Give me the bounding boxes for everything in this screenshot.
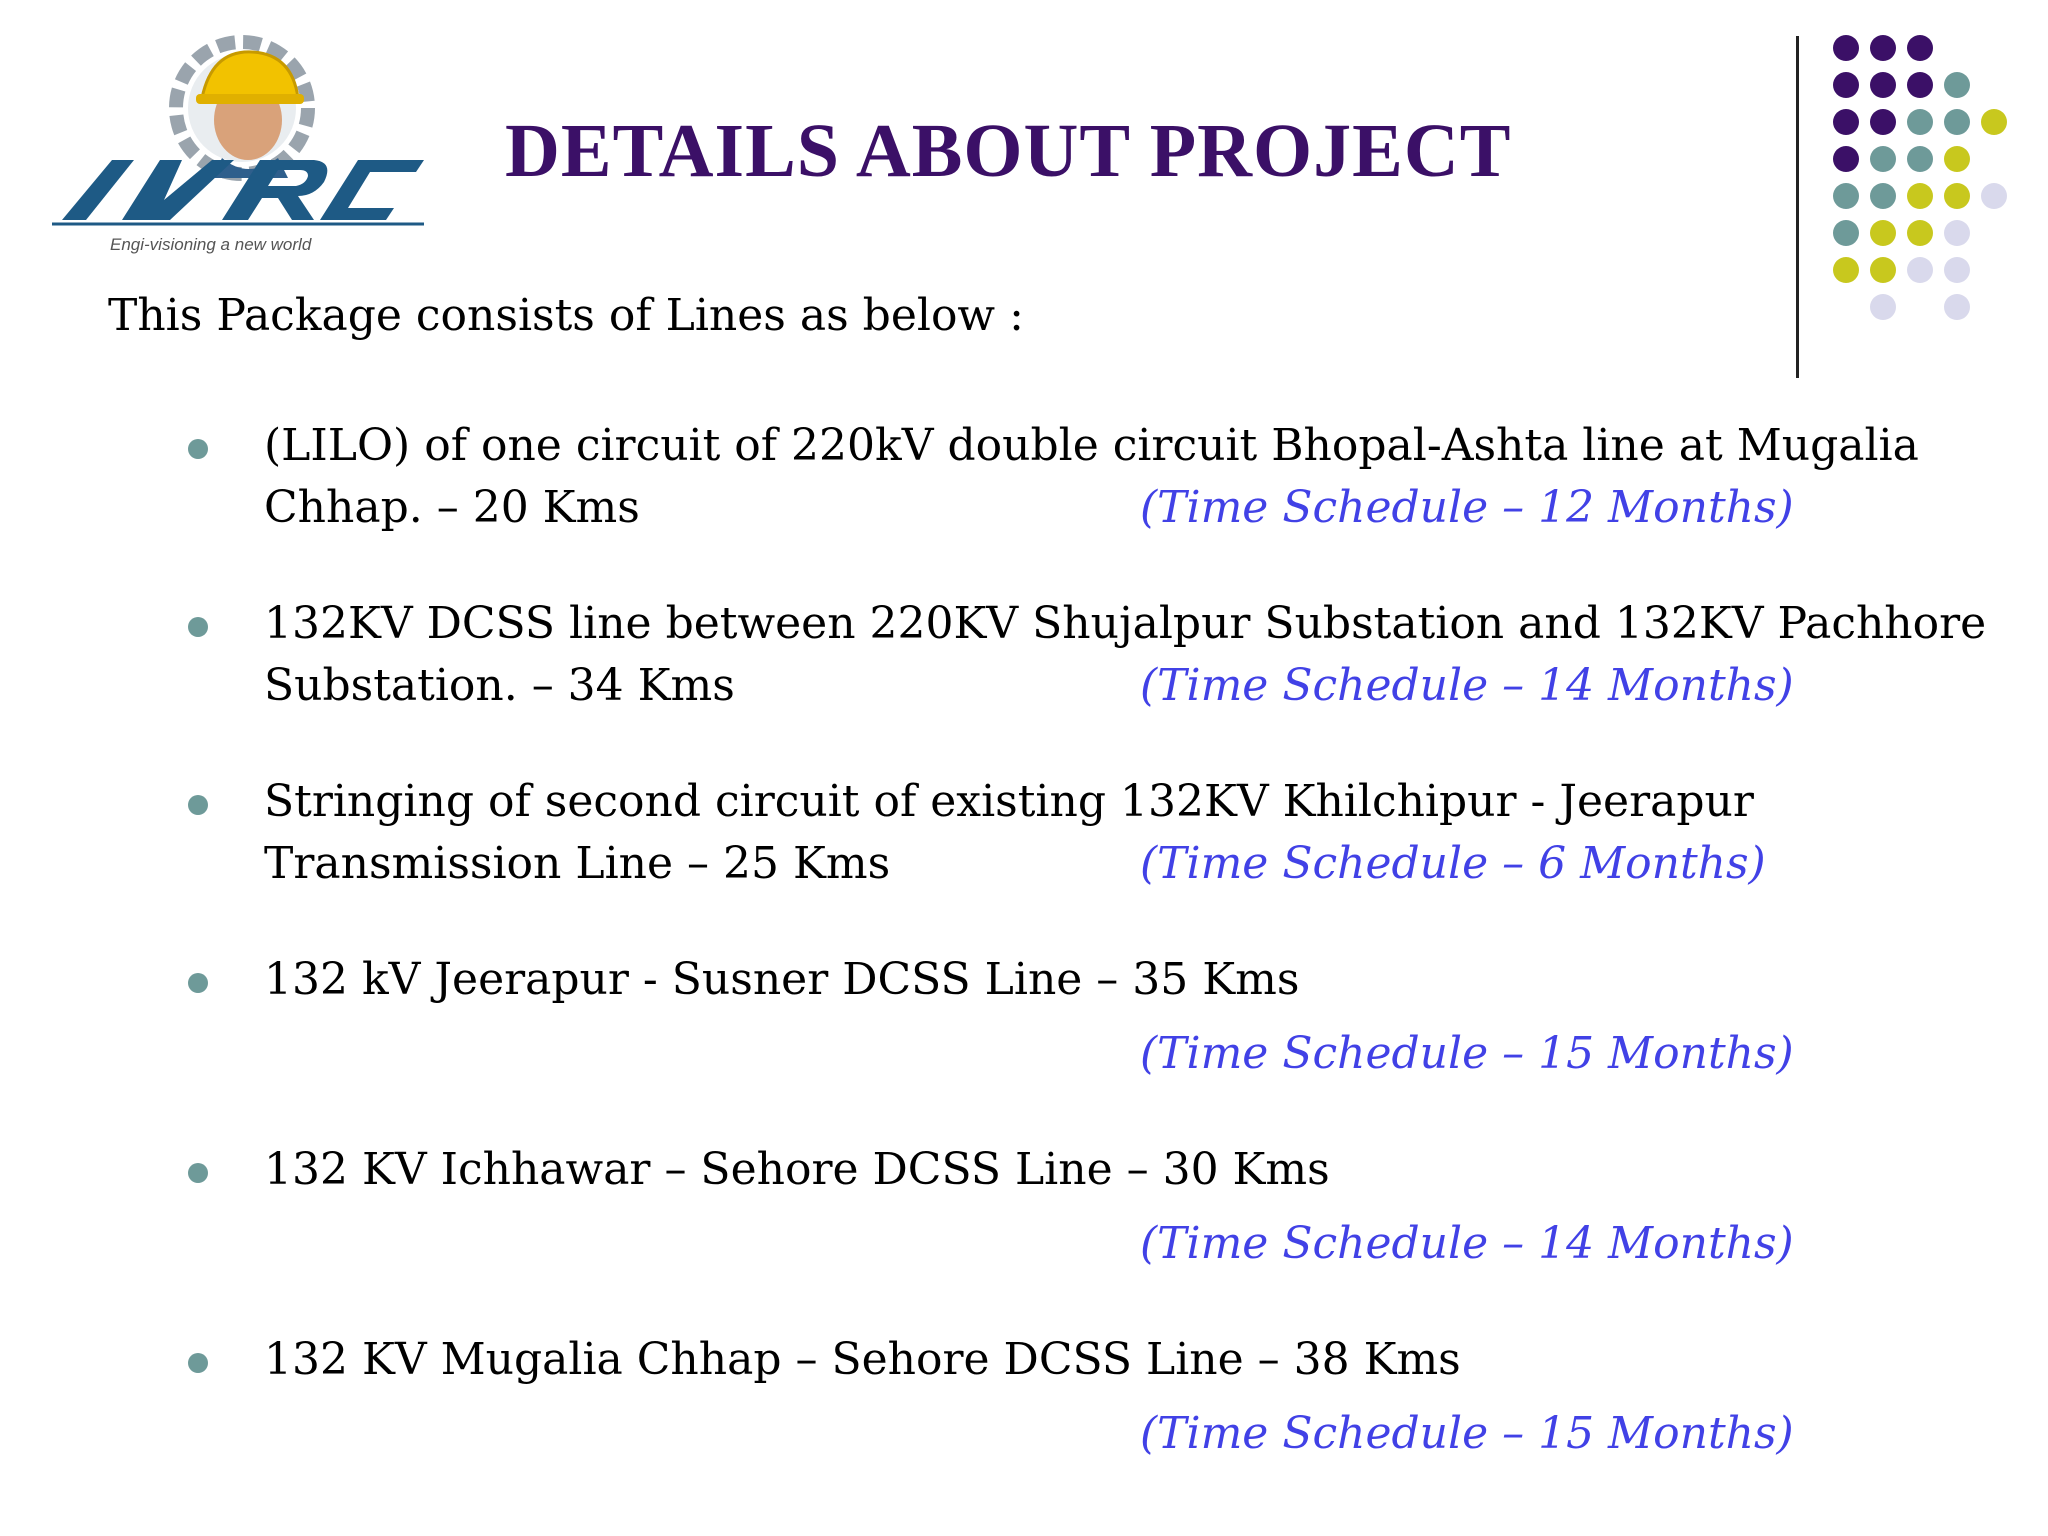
time-schedule: (Time Schedule – 14 Months) bbox=[1140, 660, 1794, 711]
page-title: DETAILS ABOUT PROJECT bbox=[505, 109, 1512, 193]
item-text-line-1: 132 kV Jeerapur - Susner DCSS Line – 35 Kms bbox=[264, 954, 1300, 1005]
item-text-line-1: 132 KV Mugalia Chhap – Sehore DCSS Line – 38 Kms bbox=[264, 1334, 1461, 1385]
dot-grid-icon bbox=[1833, 35, 2007, 320]
item-text-line-1: 132 KV Ichhawar – Sehore DCSS Line – 30 Kms bbox=[264, 1144, 1330, 1195]
item-text-line-2: Chhap. – 20 Kms bbox=[264, 482, 640, 533]
time-schedule: (Time Schedule – 15 Months) bbox=[1140, 1028, 1794, 1079]
bullet-icon bbox=[188, 795, 208, 815]
item-text-line-2: Transmission Line – 25 Kms bbox=[264, 838, 891, 889]
bullet-icon bbox=[188, 439, 208, 459]
divider-line bbox=[1796, 36, 1799, 378]
item-text-line-1: Stringing of second circuit of existing 132KV Khilchipur - Jeerapur bbox=[264, 776, 1754, 827]
time-schedule: (Time Schedule – 6 Months) bbox=[1140, 838, 1766, 889]
logo-tagline: Engi-visioning a new world bbox=[110, 235, 312, 254]
list-item bbox=[0, 1326, 2048, 1459]
decorative-dot-grid bbox=[1830, 28, 2040, 338]
item-text-line-1: (LILO) of one circuit of 220kV double circuit Bhopal-Ashta line at Mugalia bbox=[264, 420, 1919, 471]
list-item bbox=[0, 412, 2048, 542]
time-schedule: (Time Schedule – 14 Months) bbox=[1140, 1218, 1794, 1269]
item-text-line-1: 132KV DCSS line between 220KV Shujalpur Substation and 132KV Pachhore bbox=[264, 598, 1987, 649]
list-item bbox=[0, 946, 2048, 1079]
ivrcl-logo bbox=[52, 20, 432, 260]
list-item bbox=[0, 590, 2048, 720]
time-schedule: (Time Schedule – 15 Months) bbox=[1140, 1408, 1794, 1459]
intro-text: This Package consists of Lines as below : bbox=[108, 290, 1024, 341]
bullet-icon bbox=[188, 617, 208, 637]
bullet-icon bbox=[188, 1353, 208, 1373]
bullet-icon bbox=[188, 973, 208, 993]
time-schedule: (Time Schedule – 12 Months) bbox=[1140, 482, 1794, 533]
list-item bbox=[0, 1136, 2048, 1269]
item-text-line-2: Substation. – 34 Kms bbox=[264, 660, 735, 711]
bullet-icon bbox=[188, 1163, 208, 1183]
list-item bbox=[0, 768, 2048, 898]
